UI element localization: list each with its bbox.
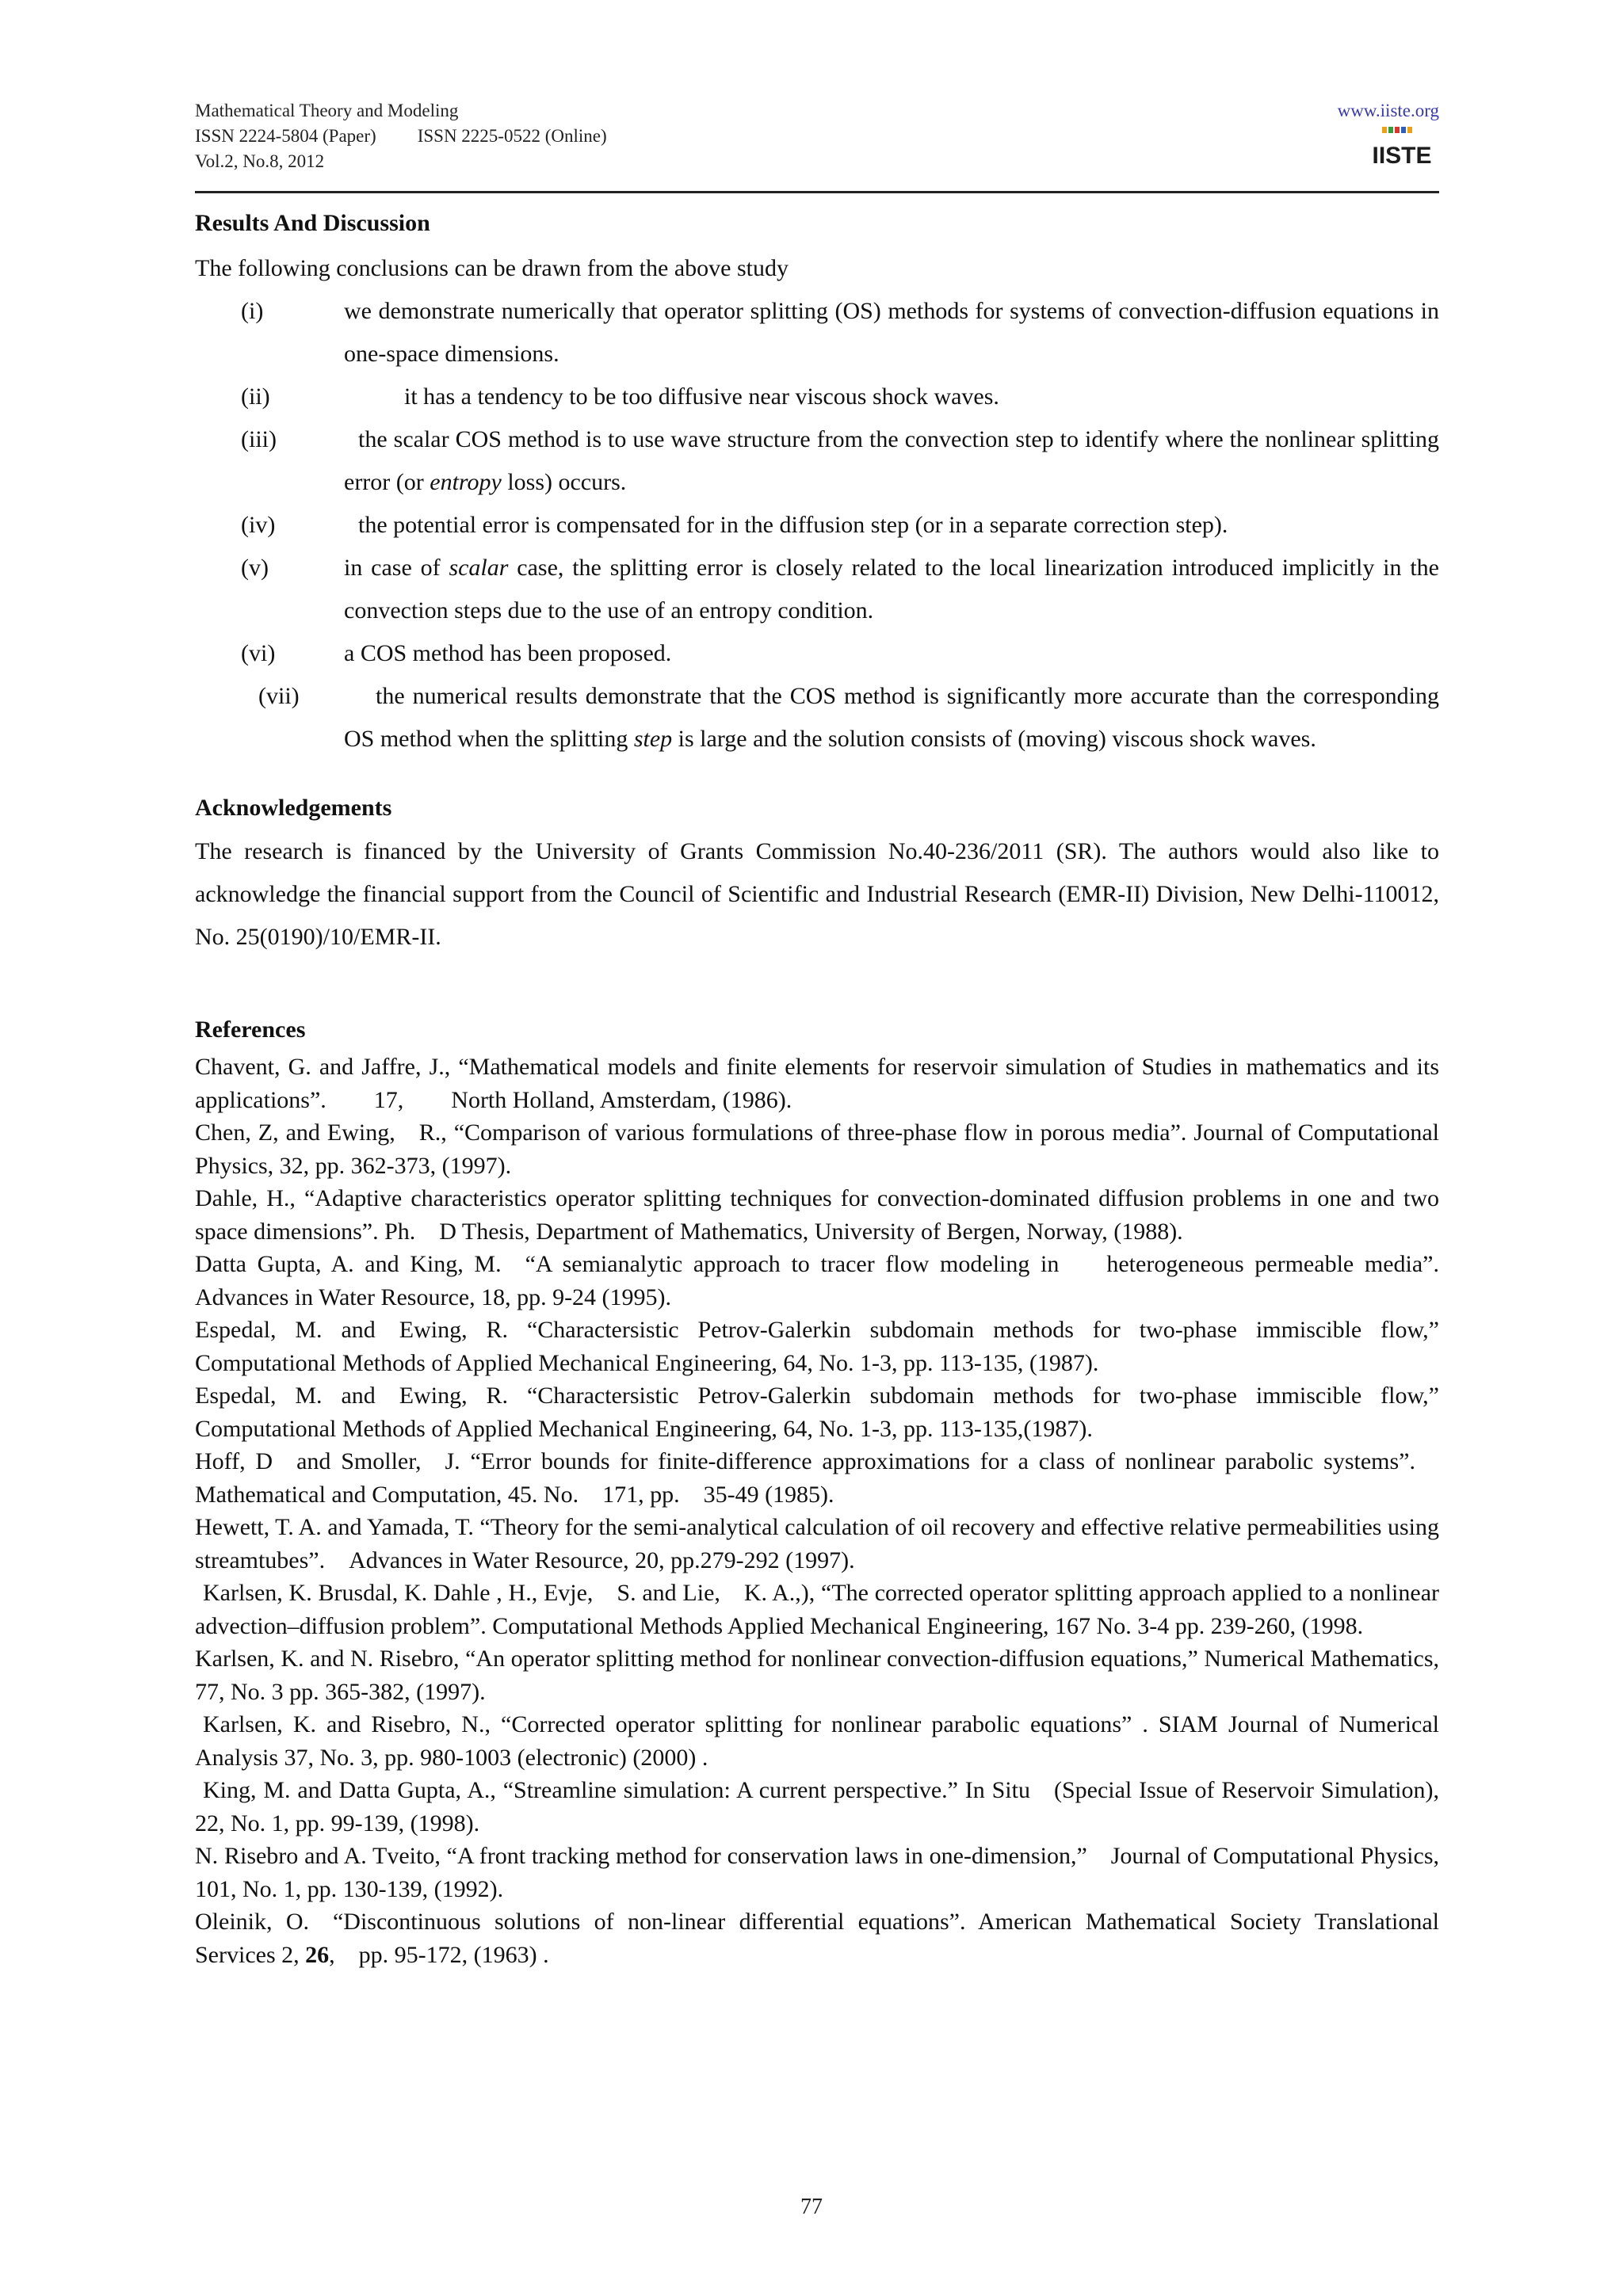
results-heading: Results And Discussion: [195, 210, 430, 236]
issn-paper: ISSN 2224-5804 (Paper): [195, 126, 376, 146]
iiste-logo: [1372, 125, 1432, 169]
item-emphasis: scalar: [449, 555, 509, 581]
item-number: (i): [241, 298, 264, 324]
list-item: [195, 504, 1439, 547]
item-text: the numerical results demonstrate that the COS method is significantly more accurate than the corresponding OS method when the splitting: [344, 683, 1439, 752]
item-text-end: is large and the solution consists of (moving) viscous shock waves.: [672, 726, 1316, 752]
svg-text:IISTE: IISTE: [1372, 143, 1432, 169]
reference-text-end: , pp. 95-172, (1963) .: [329, 1941, 549, 1968]
item-number: (iv): [241, 512, 276, 538]
reference-item: [195, 1905, 1439, 1971]
item-number: (ii): [241, 383, 270, 410]
issn-line: [195, 124, 607, 149]
volume-info: Vol.2, No.8, 2012: [195, 151, 325, 171]
results-intro: The following conclusions can be drawn from the above study: [195, 255, 789, 281]
item-number: (v): [241, 555, 269, 581]
reference-item: Espedal, M. and Ewing, R. “Charactersistic Petrov-Galerkin subdomain methods for two-phase immiscible flow,” Computational Methods of Applied Mechanical Engineering, 64, No. 1-3, pp. 113-135,(1987).: [195, 1383, 1439, 1442]
reference-item: Karlsen, K. and N. Risebro, “An operator splitting method for nonlinear convection-diffusion equations,” Numerical Mathematics, 77, No. 3 pp. 365-382, (1997).: [195, 1646, 1439, 1705]
acknowledgements-text: The research is financed by the University of Grants Commission No.40-236/2011 (SR). The authors would also like to acknowledge the financial support from the Council of Scientific and Industrial Research (EMR-II) Division, New Delhi-110012, No. 25(0190)/10/EMR-II.: [195, 838, 1439, 950]
reference-item: N. Risebro and A. Tveito, “A front tracking method for conservation laws in one-dimension,” Journal of Computational Physics, 101, No. 1, pp. 130-139, (1992).: [195, 1843, 1439, 1902]
item-emphasis: entropy: [430, 469, 502, 495]
item-text-end: case, the splitting error is closely related to the local linearization introduced implicitly in the convection steps due to the use of an entropy condition.: [344, 555, 1439, 624]
list-item: [195, 547, 1439, 632]
reference-text: Oleinik, O. “Discontinuous solutions of non-linear differential equations”. American Mathematical Society Translational Services 2,: [195, 1909, 1439, 1968]
list-item: [195, 376, 1439, 418]
article-body: [195, 208, 1439, 1971]
item-text: it has a tendency to be too diffusive near viscous shock waves.: [404, 383, 999, 410]
item-emphasis: step: [633, 726, 673, 752]
item-text-end: loss) occurs.: [501, 469, 627, 495]
item-text: the potential error is compensated for in the diffusion step (or in a separate correction step).: [358, 512, 1228, 538]
references-section: [195, 1014, 1439, 1971]
journal-header: [195, 98, 1439, 192]
reference-item: King, M. and Datta Gupta, A., “Streamline simulation: A current perspective.” In Situ (Special Issue of Reservoir Simulation), 22, No. 1, pp. 99-139, (1998).: [195, 1777, 1439, 1836]
reference-item: Karlsen, K. Brusdal, K. Dahle , H., Evje, S. and Lie, K. A.,), “The corrected operator splitting approach applied to a nonlinear advection–diffusion problem”. Computational Methods Applied Mechanical Engineering, 167 No. 3-4 pp. 239-260, (1998.: [195, 1580, 1439, 1639]
reference-item: Espedal, M. and Ewing, R. “Charactersistic Petrov-Galerkin subdomain methods for two-phase immiscible flow,” Computational Methods of Applied Mechanical Engineering, 64, No. 1-3, pp. 113-135, (1987).: [195, 1317, 1439, 1376]
list-item: [195, 418, 1439, 504]
reference-item: Chavent, G. and Jaffre, J., “Mathematical models and finite elements for reservoir simulation of Studies in mathematics and its applications”. 17, North Holland, Amsterdam, (1986).: [195, 1054, 1439, 1113]
reference-item: Datta Gupta, A. and King, M. “A semianalytic approach to tracer flow modeling in heterogeneous permeable media”. Advances in Water Resource, 18, pp. 9-24 (1995).: [195, 1251, 1439, 1310]
item-text: the scalar COS method is to use wave structure from the convection step to identify where the nonlinear splitting error (or: [344, 426, 1439, 495]
reference-item: Karlsen, K. and Risebro, N., “Corrected operator splitting for nonlinear parabolic equations” . SIAM Journal of Numerical Analysis 37, No. 3, pp. 980-1003 (electronic) (2000) .: [195, 1711, 1439, 1771]
reference-item: Chen, Z, and Ewing, R., “Comparison of various formulations of three-phase flow in porous media”. Journal of Computational Physics, 32, pp. 362-373, (1997).: [195, 1119, 1439, 1179]
results-section: [195, 208, 1439, 761]
item-text: a COS method has been proposed.: [344, 640, 672, 666]
list-item: [195, 632, 1439, 675]
list-item: [195, 290, 1439, 376]
conclusions-list: [195, 290, 1439, 761]
reference-volume-bold: 26: [305, 1941, 330, 1968]
item-number: (iii): [241, 426, 277, 452]
header-divider: [195, 191, 1439, 193]
item-text: in case of: [344, 555, 449, 581]
references-heading: References: [195, 1016, 306, 1043]
reference-item: Hoff, D and Smoller, J. “Error bounds for finite-difference approximations for a class of nonlinear parabolic systems”. Mathematical and Computation, 45. No. 171, pp. 35-49 (1985).: [195, 1448, 1439, 1508]
item-text: we demonstrate numerically that operator splitting (OS) methods for systems of convection-diffusion equations in one-space dimensions.: [344, 298, 1439, 367]
acknowledgements-section: [195, 792, 1439, 959]
item-number: (vii): [258, 683, 300, 709]
page-number: 77: [800, 2195, 823, 2219]
journal-title: Mathematical Theory and Modeling: [195, 101, 459, 120]
list-item: [195, 675, 1439, 761]
journal-url-link[interactable]: www.iiste.org: [1337, 101, 1439, 120]
references-list: [195, 1051, 1439, 1971]
reference-item: Dahle, H., “Adaptive characteristics operator splitting techniques for convection-dominated diffusion problems in one and two space dimensions”. Ph. D Thesis, Department of Mathematics, University of Bergen, Norway, (1988).: [195, 1185, 1439, 1245]
acknowledgements-heading: Acknowledgements: [195, 795, 392, 821]
issn-online: ISSN 2225-0522 (Online): [417, 126, 607, 146]
item-number: (vi): [241, 640, 276, 666]
journal-info: [195, 98, 607, 174]
reference-item: Hewett, T. A. and Yamada, T. “Theory for the semi-analytical calculation of oil recovery and effective relative permeabilities using streamtubes”. Advances in Water Resource, 20, pp.279-292 (1997).: [195, 1514, 1439, 1573]
